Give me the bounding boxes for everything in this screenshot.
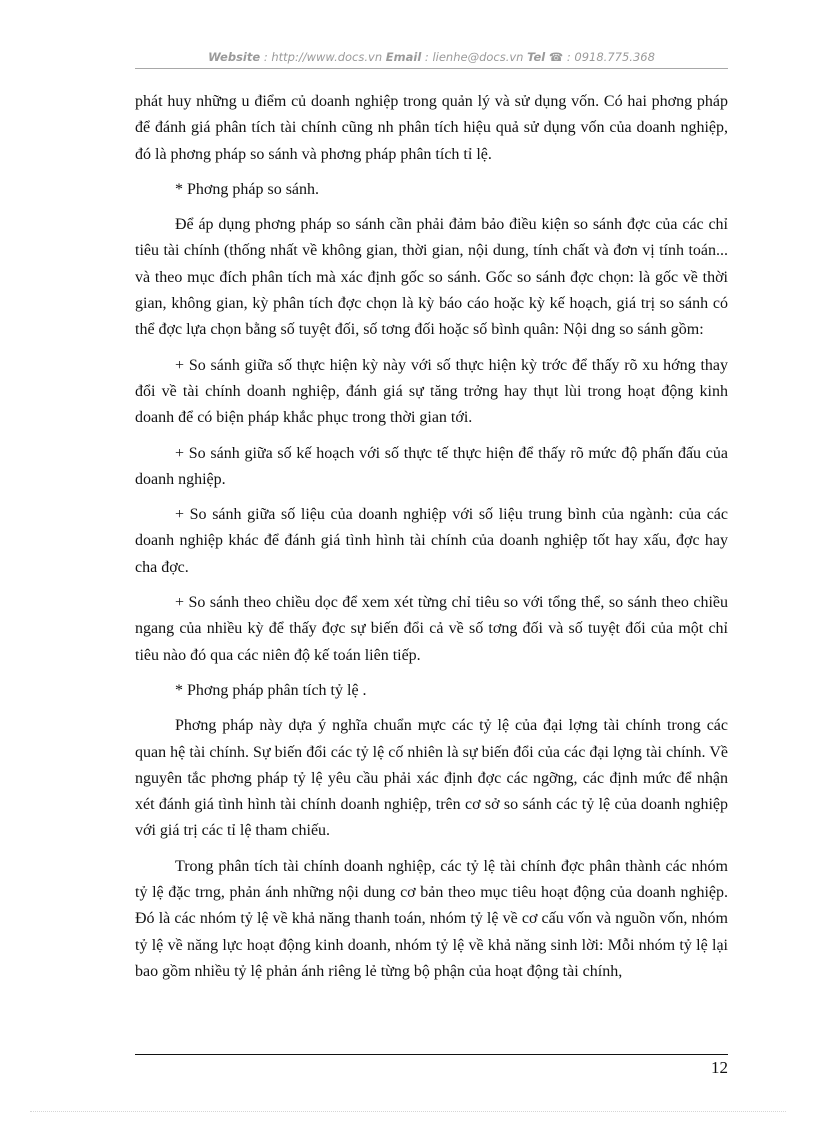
page-number: 12 xyxy=(711,1058,728,1077)
paragraph-ratio-groups: Trong phân tích tài chính doanh nghiệp, các tỷ lệ tài chính đợc phân thành các nhóm tỷ lệ đặc trng, phản ánh những nội dung cơ bản theo mục tiêu hoạt động của doanh nghiệp. Đó là các nhóm tỷ lệ về khả năng thanh toán, nhóm tỷ lệ về cơ cấu vốn và nguồn vốn, nhóm tỷ lệ về năng lực hoạt động kinh doanh, nhóm tỷ lệ về khả năng sinh lời: Mỗi nhóm tỷ lệ lại bao gồm nhiều tỷ lệ phản ánh riêng lẻ từng bộ phận của hoạt động tài chính, xyxy=(135,857,728,980)
paragraph-ratio-method: Phơng pháp này dựa ý nghĩa chuẩn mực các tỷ lệ của đại lợng tài chính trong các quan hệ tài chính. Sự biến đổi các tỷ lệ cố nhiên là sự biến đổi của các đại lợng tài chính. Về nguyên tắc phơng pháp tỷ lệ yêu cầu phải xác định đợc các ngỡng, các định mức để nhận xét đánh giá tình hình tài chính doanh nghiệp, trên cơ sở so sánh các tỷ lệ của doanh nghiệp với giá trị các tỉ lệ tham chiếu. xyxy=(135,717,728,840)
page-bottom-border xyxy=(30,1111,786,1112)
paragraph-compare-vertical-horizontal: + So sánh theo chiều dọc để xem xét từng chỉ tiêu so với tổng thể, so sánh theo chiều ngang của nhiều kỳ để thấy đợc sự biến đổi cả về số tơng đối và số tuyệt đối của một chỉ tiêu nào đó qua các niên độ kế toán liên tiếp. xyxy=(135,594,728,664)
paragraph-compare-previous-period: + So sánh giữa số thực hiện kỳ này với số thực hiện kỳ trớc để thấy rõ xu hớng thay đổi về tài chính doanh nghiệp, đánh giá sự tăng trởng hay thụt lùi trong hoạt động kinh doanh để có biện pháp khắc phục trong thời gian tới. xyxy=(135,356,728,427)
paragraph-comparison-conditions: Để áp dụng phơng pháp so sánh cần phải đảm bảo điều kiện so sánh đợc của các chỉ tiêu tài chính (thống nhất về không gian, thời gian, nội dung, tính chất và đơn vị tính toán... và theo mục đích phân tích mà xác định gốc so sánh. Gốc so sánh đợc chọn: là gốc về thời gian, không gian, kỳ phân tích đợc chọn là kỳ báo cáo hoặc kỳ kế hoạch, giá trị so sánh có thể đợc lựa chọn bằng số tuyệt đối, số tơng đối hoặc số bình quân: Nội dng so sánh gồm: xyxy=(135,216,728,339)
heading-ratio-method: * Phơng pháp phân tích tỷ lệ . xyxy=(175,681,367,699)
email-address: : lienhe@docs.vn xyxy=(424,50,524,64)
tel-label: Tel xyxy=(527,50,546,64)
phone-number: ☎ : 0918.775.368 xyxy=(548,50,655,64)
footer-divider xyxy=(135,1054,728,1055)
paragraph-compare-industry: + So sánh giữa số liệu của doanh nghiệp với số liệu trung bình của ngành: của các doanh nghiệp khác để đánh giá tình hình tài chính của doanh nghiệp tốt hay xấu, đợc hay cha đợc. xyxy=(135,506,728,576)
paragraph-compare-plan: + So sánh giữa số kế hoạch với số thực tế thực hiện để thấy rõ mức độ phấn đấu của doanh nghiệp. xyxy=(135,444,728,488)
heading-comparison-method: * Phơng pháp so sánh. xyxy=(175,180,320,198)
email-label: Email xyxy=(385,50,422,64)
website-label: Website xyxy=(208,50,261,64)
header-divider xyxy=(135,68,728,69)
body-text xyxy=(135,89,728,985)
paragraph-intro: phát huy những u điểm củ doanh nghiệp trong quản lý và sử dụng vốn. Có hai phơng pháp để đánh giá phân tích tài chính cũng nh phân tích hiệu quả sử dụng vốn của doanh nghiệp, đó là phơng pháp so sánh và phơng pháp phân tích tỉ lệ. xyxy=(135,93,728,163)
website-url: : http://www.docs.vn xyxy=(263,50,383,64)
page-header xyxy=(135,50,728,64)
